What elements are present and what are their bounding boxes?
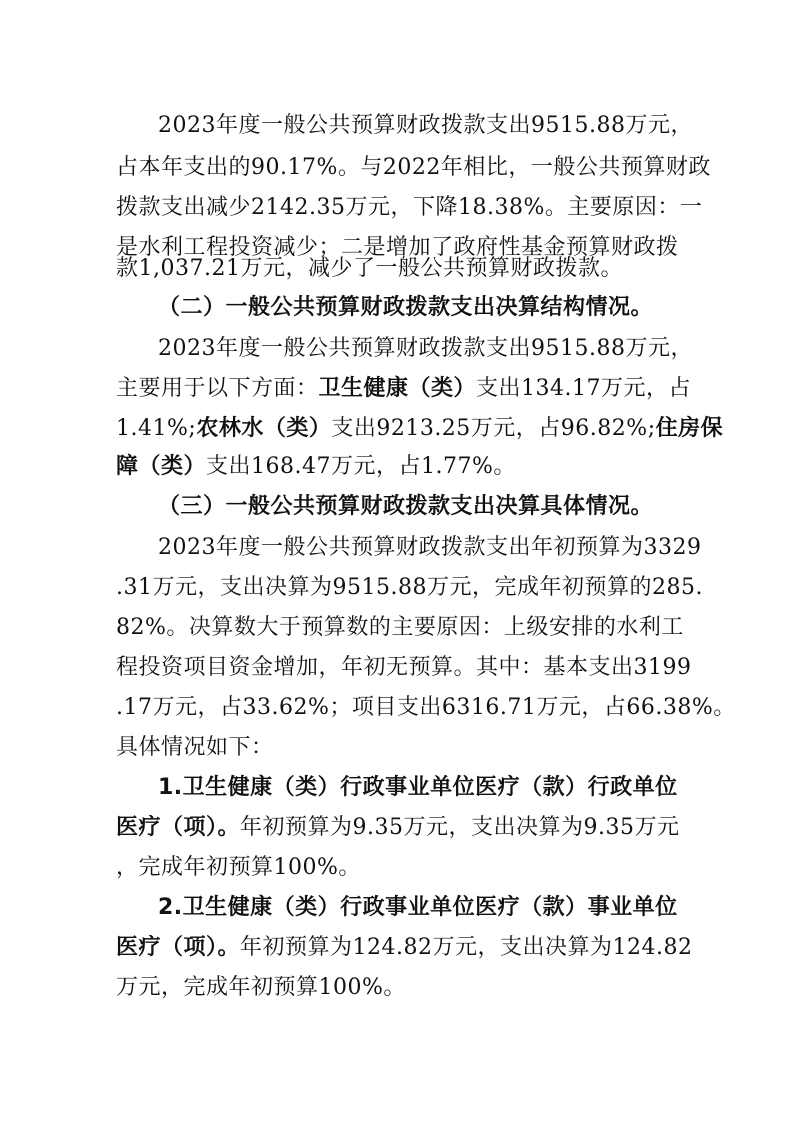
text-line: 款1,037.21万元，减少了一般公共预算财政拨款。 <box>116 256 623 281</box>
text-line: 2023年度一般公共预算财政拨款支出9515.88万元， <box>158 113 693 138</box>
text-line: 拨款支出减少2142.35万元，下降18.38%。主要原因：一 <box>116 195 703 220</box>
text-line: 82%。决算数大于预算数的主要原因：上级安排的水利工 <box>116 615 684 640</box>
item-heading: 2.卫生健康（类）行政事业单位医疗（款）事业单位 <box>158 895 678 920</box>
text-line: 具体情况如下： <box>116 735 274 760</box>
text-line: ，完成年初预算100%。 <box>116 855 361 880</box>
section-heading-details: （三）一般公共预算财政拨款支出决算具体情况。 <box>158 494 654 519</box>
text-line: 主要用于以下方面：卫生健康（类）支出134.17万元，占 <box>116 376 692 401</box>
item-heading: 1.卫生健康（类）行政事业单位医疗（款）行政单位 <box>158 775 678 800</box>
text-line: 程投资项目资金增加，年初无预算。其中：基本支出3199 <box>116 655 692 680</box>
text-line: 2023年度一般公共预算财政拨款支出9515.88万元， <box>158 336 693 361</box>
text-line: .31万元，支出决算为9515.88万元，完成年初预算的285. <box>116 575 703 600</box>
section-heading-structure: （二）一般公共预算财政拨款支出决算结构情况。 <box>158 295 654 320</box>
text-line: 1.41%;农林水（类）支出9213.25万元，占96.82%;住房保 <box>116 416 724 441</box>
text-line: 是水利工程投资减少；二是增加了政府性基金预算财政拨 <box>116 235 679 260</box>
text-line: 万元，完成年初预算100%。 <box>116 975 406 1000</box>
text-line: 医疗（项）。年初预算为9.35万元，支出决算为9.35万元 <box>116 815 680 840</box>
text-line: .17万元，占33.62%；项目支出6316.71万元，占66.38%。 <box>116 695 736 720</box>
text-line: 2023年度一般公共预算财政拨款支出年初预算为3329 <box>158 535 702 560</box>
text-line: 占本年支出的90.17%。与2022年相比，一般公共预算财政 <box>116 155 711 180</box>
text-line: 障（类）支出168.47万元，占1.77%。 <box>116 454 516 479</box>
text-line: 医疗（项）。年初预算为124.82万元，支出决算为124.82 <box>116 935 693 960</box>
